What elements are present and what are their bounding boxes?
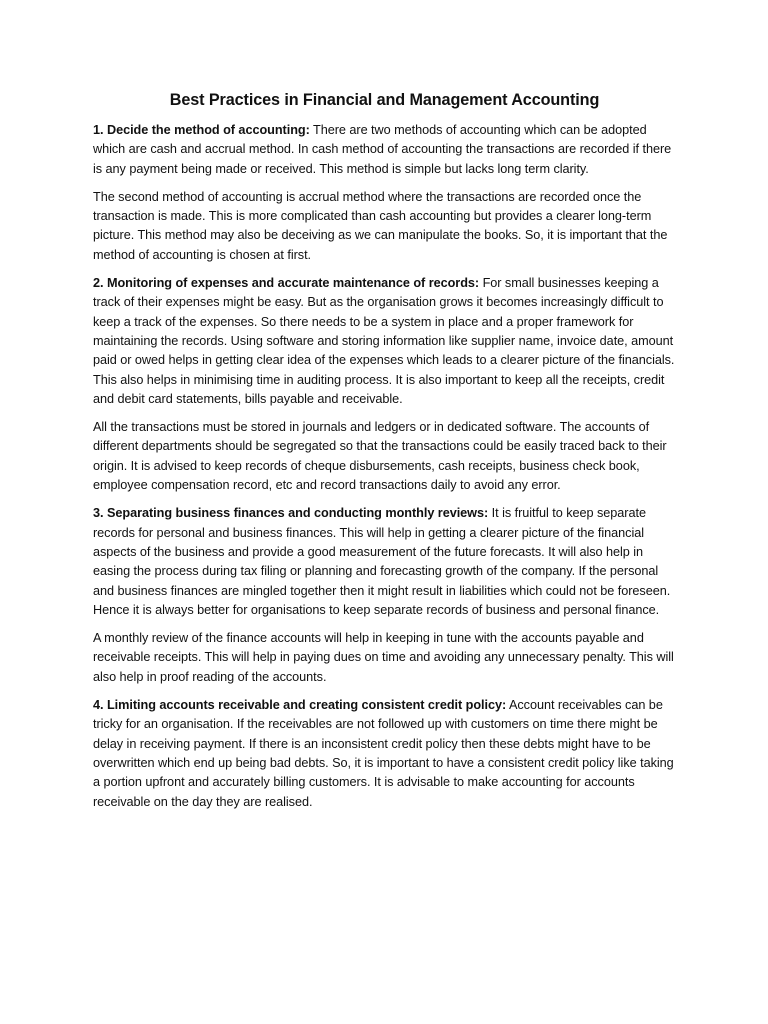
section-4-text: Account receivables can be tricky for an organisation. If the receivables are not followed up with customers on time there might be delay in receiving payment. If there is an inconsistent credit policy then these debts might have to be overwritten which end up being bad debts. So, it is important to have a consistent credit policy like taking a portion upfront and accurately billing customers. It is advisable to make accounting for accounts receivable on the day they are realised. <box>93 698 674 809</box>
document-title: Best Practices in Financial and Management Accounting <box>169 91 600 109</box>
section-3-text-2: A monthly review of the finance accounts will help in keeping in tune with the accounts payable and receivable receipts. This will help in paying dues on time and avoiding any unnecessary penalty. This will also help in proof reading of the accounts. <box>93 631 674 684</box>
section-3-heading: 3. Separating business finances and conducting monthly reviews: <box>93 506 489 521</box>
section-3-paragraph-2 <box>93 629 676 687</box>
section-2-text-2: All the transactions must be stored in journals and ledgers or in dedicated software. The accounts of different departments should be segregated so that the transactions could be easily traced back to their origin. It is advised to keep records of cheque disbursements, cash receipts, business check book, employee compensation record, etc and record transactions daily to avoid any error. <box>93 420 667 493</box>
section-1-paragraph-2 <box>93 188 676 265</box>
document-page <box>93 88 676 821</box>
section-2-paragraph-2 <box>93 418 676 495</box>
section-4-paragraph <box>93 696 676 812</box>
section-2-heading: 2. Monitoring of expenses and accurate maintenance of records: <box>93 276 480 291</box>
section-1-paragraph <box>93 121 676 179</box>
section-1-text-2: The second method of accounting is accrual method where the transactions are recorded once the transaction is made. This is more complicated than cash accounting but provides a clearer long-term picture. This method may also be deceiving as we can manipulate the books. So, it is important that the method of accounting is chosen at first. <box>93 189 668 262</box>
section-2-text: For small businesses keeping a track of their expenses might be easy. But as the organisation grows it becomes increasingly difficult to keep a track of the expenses. So there needs to be a system in place and a proper framework for maintaining the records. Using software and storing information like supplier name, invoice date, amount paid or owed helps in getting clear idea of the expenses which leads to a clearer picture of the financials. This also helps in minimising time in auditing process. It is also important to keep all the receipts, credit and debit card statements, bills payable and receivable. <box>93 276 675 406</box>
section-3-text: It is fruitful to keep separate records for personal and business finances. This will help in getting a clearer picture of the financial aspects of the business and provide a good measurement of the future forecasts. It will also help in easing the process during tax filing or planning and forecasting growth of the company. If the personal and business finances are mingled together then it might result in liabilities which could not be foreseen. Hence it is always better for organisations to keep separate records of business and personal finance. <box>93 506 671 617</box>
section-1-text: There are two methods of accounting which can be adopted which are cash and accrual method. In cash method of accounting the transactions are recorded if there is any payment being made or received. This method is simple but lacks long term clarity. <box>93 123 672 176</box>
section-2-paragraph <box>93 274 676 409</box>
section-4-heading: 4. Limiting accounts receivable and creating consistent credit policy: <box>93 698 507 713</box>
section-3-paragraph <box>93 504 676 620</box>
section-1-heading: 1. Decide the method of accounting: <box>93 123 310 137</box>
